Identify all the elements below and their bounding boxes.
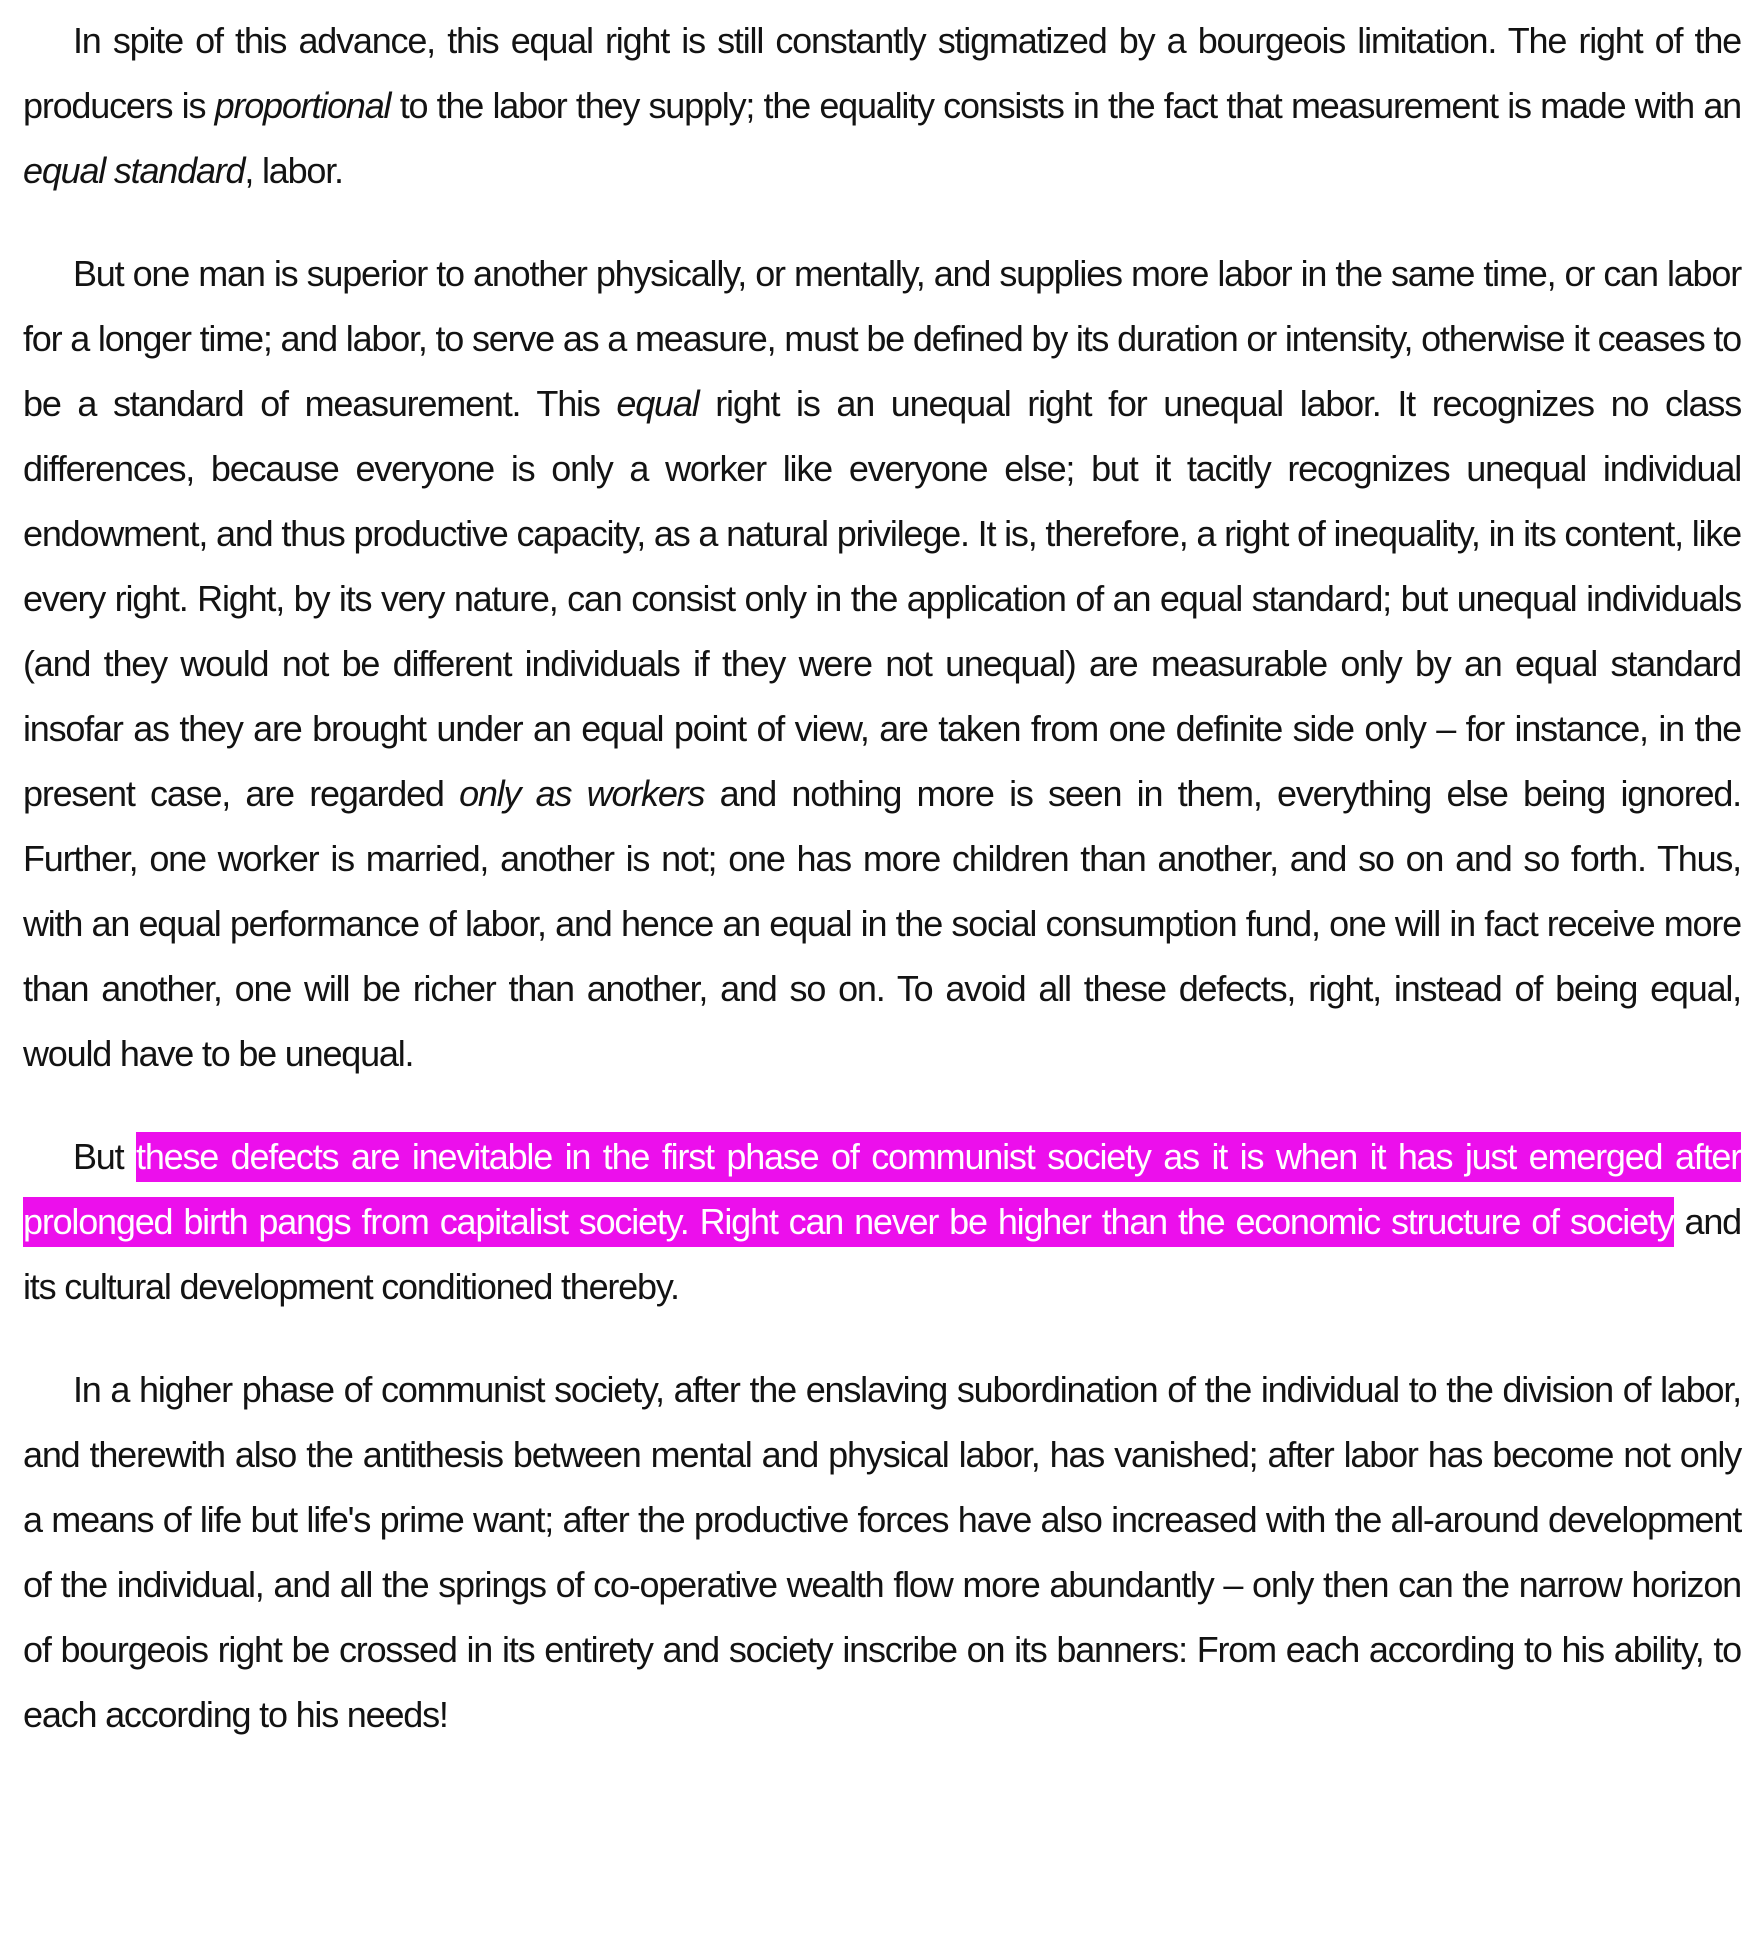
text-run: , labor.: [244, 150, 343, 191]
text-run: But: [73, 1136, 137, 1177]
italic-text-run: equal: [616, 383, 699, 424]
highlighted-text-run: these defects are inevitable in the first phase of communist society as it is when it has just emerged after prolonged birth pangs from capitalist society. Right can never be higher than the economic structure of society: [23, 1132, 1741, 1247]
text-run: But one man is superior to another physically, or mentally, and supplies more labor in the same time, or can labor for a longer time; and labor, to serve as a measure, must be defined by its duration or intensity, otherwise it ceases to be a standard of measurement. This: [23, 253, 1741, 424]
text-run: In spite of this advance, this equal right is still constantly stigmatized by a bourgeois limitation. The right of the producers is: [23, 20, 1741, 126]
text-run: right is an unequal right for unequal labor. It recognizes no class differences, because everyone is only a worker like everyone else; but it tacitly recognizes unequal individual endowment, and thus productive capacity, as a natural privilege. It is, therefore, a right of inequality, in its content, like every right. Right, by its very nature, can consist only in the application of an equal standard; but unequal individuals (and they would not be different individuals if they were not unequal) are measurable only by an equal standard insofar as they are brought under an equal point of view, are taken from one definite side only – for instance, in the present case, are regarded: [23, 383, 1741, 814]
paragraph: [23, 8, 1741, 203]
text-run: and nothing more is seen in them, everything else being ignored. Further, one worker is married, another is not; one has more children than another, and so on and so forth. Thus, with an equal performance of labor, and hence an equal in the social consumption fund, one will in fact receive more than another, one will be richer than another, and so on. To avoid all these defects, right, instead of being equal, would have to be unequal.: [23, 773, 1741, 1074]
text-run: to the labor they supply; the equality consists in the fact that measurement is made with an: [390, 85, 1741, 126]
italic-text-run: equal standard: [23, 150, 245, 191]
paragraph: [23, 1357, 1741, 1747]
italic-text-run: only as workers: [459, 773, 705, 814]
text-run: In a higher phase of communist society, after the enslaving subordination of the individual to the division of labor, and therewith also the antithesis between mental and physical labor, has vanished; after labor has become not only a means of life but life's prime want; after the productive forces have also increased with the all-around development of the individual, and all the springs of co-operative wealth flow more abundantly – only then can the narrow horizon of bourgeois right be crossed in its entirety and society inscribe on its banners: From each according to his ability, to each according to his needs!: [23, 1369, 1741, 1735]
paragraph: [23, 1124, 1741, 1319]
text-run: and its cultural development conditioned thereby.: [23, 1201, 1741, 1307]
paragraph: [23, 241, 1741, 1086]
italic-text-run: proportional: [214, 85, 391, 126]
